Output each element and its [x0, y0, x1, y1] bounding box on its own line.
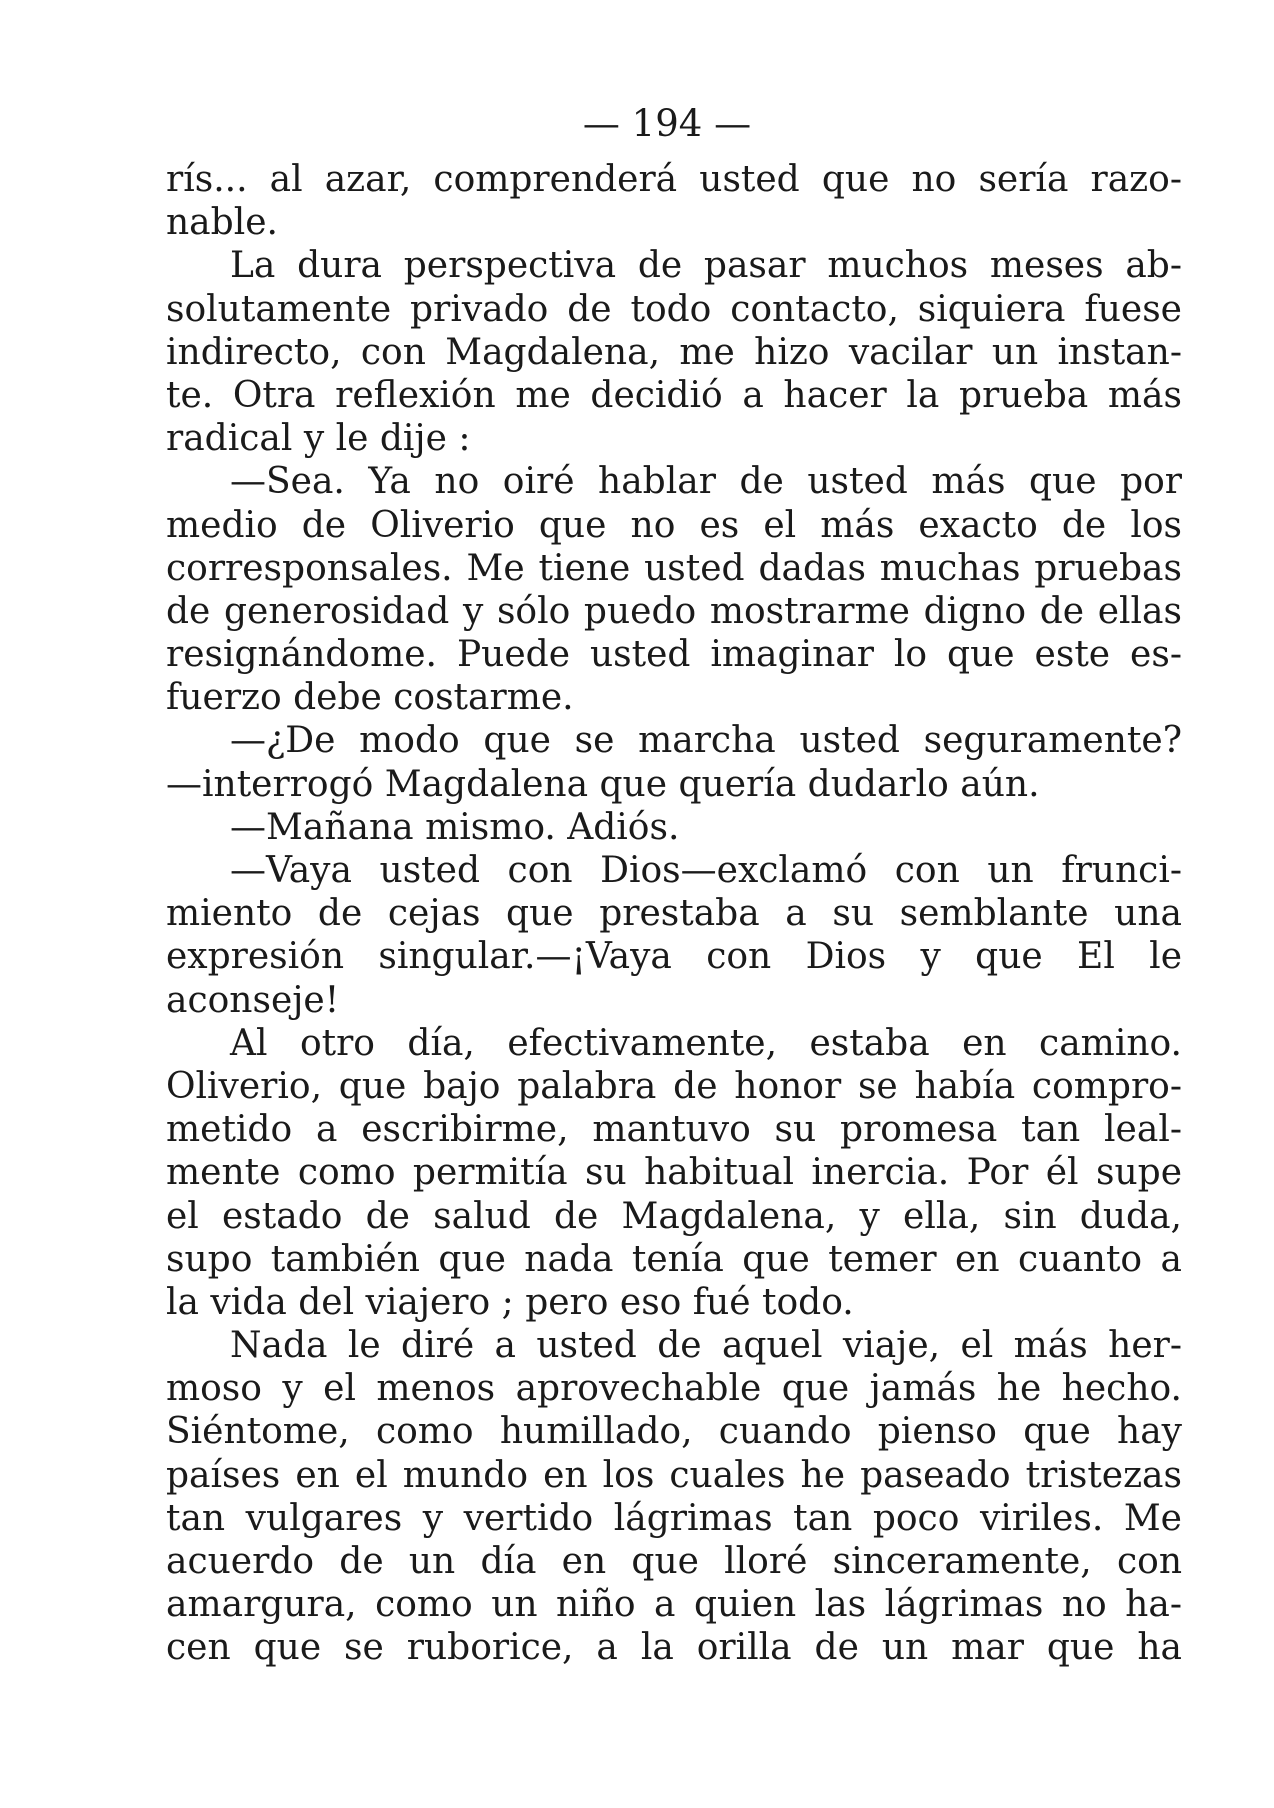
text-line: —¿De modo que se marcha usted seguramente? [230, 720, 1182, 762]
body-text [166, 158, 1182, 1670]
text-line: miento de cejas que prestaba a su semblante una [166, 893, 1182, 935]
text-line: moso y el menos aprovechable que jamás he hecho. [166, 1368, 1182, 1410]
text-line: expresión singular.—¡Vaya con Dios y que El le [166, 936, 1182, 978]
text-line: supo también que nada tenía que temer en cuanto a [166, 1238, 1182, 1280]
text-line: Nada le diré a usted de aquel viaje, el más her- [230, 1325, 1182, 1367]
text-line: —Mañana mismo. Adiós. [230, 806, 680, 848]
text-line: —interrogó Magdalena que quería dudarlo aún. [166, 763, 1040, 805]
text-line: acuerdo de un día en que lloré sinceramente, con [166, 1541, 1182, 1582]
text-line: La dura perspectiva de pasar muchos meses ab- [230, 245, 1182, 287]
text-line: medio de Oliverio que no es el más exacto de los [166, 504, 1182, 546]
text-line: —Sea. Ya no oiré hablar de usted más que por [230, 461, 1182, 503]
text-line: mente como permitía su habitual inercia. Por él supe [166, 1152, 1182, 1194]
text-line: radical y le dije : [166, 418, 471, 460]
text-line: te. Otra reflexión me decidió a hacer la prueba más [166, 374, 1182, 416]
text-line: la vida del viajero ; pero eso fué todo. [166, 1281, 854, 1323]
text-line: solutamente privado de todo contacto, siquiera fuese [166, 288, 1182, 330]
text-line: aconseje! [166, 979, 340, 1021]
text-line: el estado de salud de Magdalena, y ella, sin duda, [166, 1195, 1182, 1237]
page-number: — 194 — [582, 102, 752, 145]
text-line: países en el mundo en los cuales he paseado tristezas [166, 1454, 1182, 1496]
text-line: Siéntome, como humillado, cuando pienso que hay [166, 1411, 1182, 1453]
text-line: Al otro día, efectivamente, estaba en camino. [230, 1022, 1182, 1064]
text-line: de generosidad y sólo puedo mostrarme digno de ellas [166, 590, 1182, 632]
text-line: rís... al azar, comprenderá usted que no sería razo- [166, 159, 1182, 200]
text-line: metido a escribirme, mantuvo su promesa tan leal- [166, 1109, 1182, 1151]
text-line: nable. [166, 202, 278, 244]
text-line: indirecto, con Magdalena, me hizo vacilar un instan- [166, 331, 1182, 373]
text-line: —Vaya usted con Dios—exclamó con un frunci- [230, 850, 1182, 891]
text-line: corresponsales. Me tiene usted dadas muchas pruebas [166, 547, 1182, 589]
text-line: fuerzo debe costarme. [166, 677, 574, 719]
text-line: resignándome. Puede usted imaginar lo que este es- [166, 634, 1182, 676]
text-line: amargura, como un niño a quien las lágrimas no ha- [166, 1584, 1182, 1626]
text-line: tan vulgares y vertido lágrimas tan poco viriles. Me [166, 1497, 1182, 1539]
text-line: Oliverio, que bajo palabra de honor se había compro- [166, 1065, 1182, 1107]
text-line: cen que se ruborice, a la orilla de un mar que ha [166, 1627, 1182, 1669]
